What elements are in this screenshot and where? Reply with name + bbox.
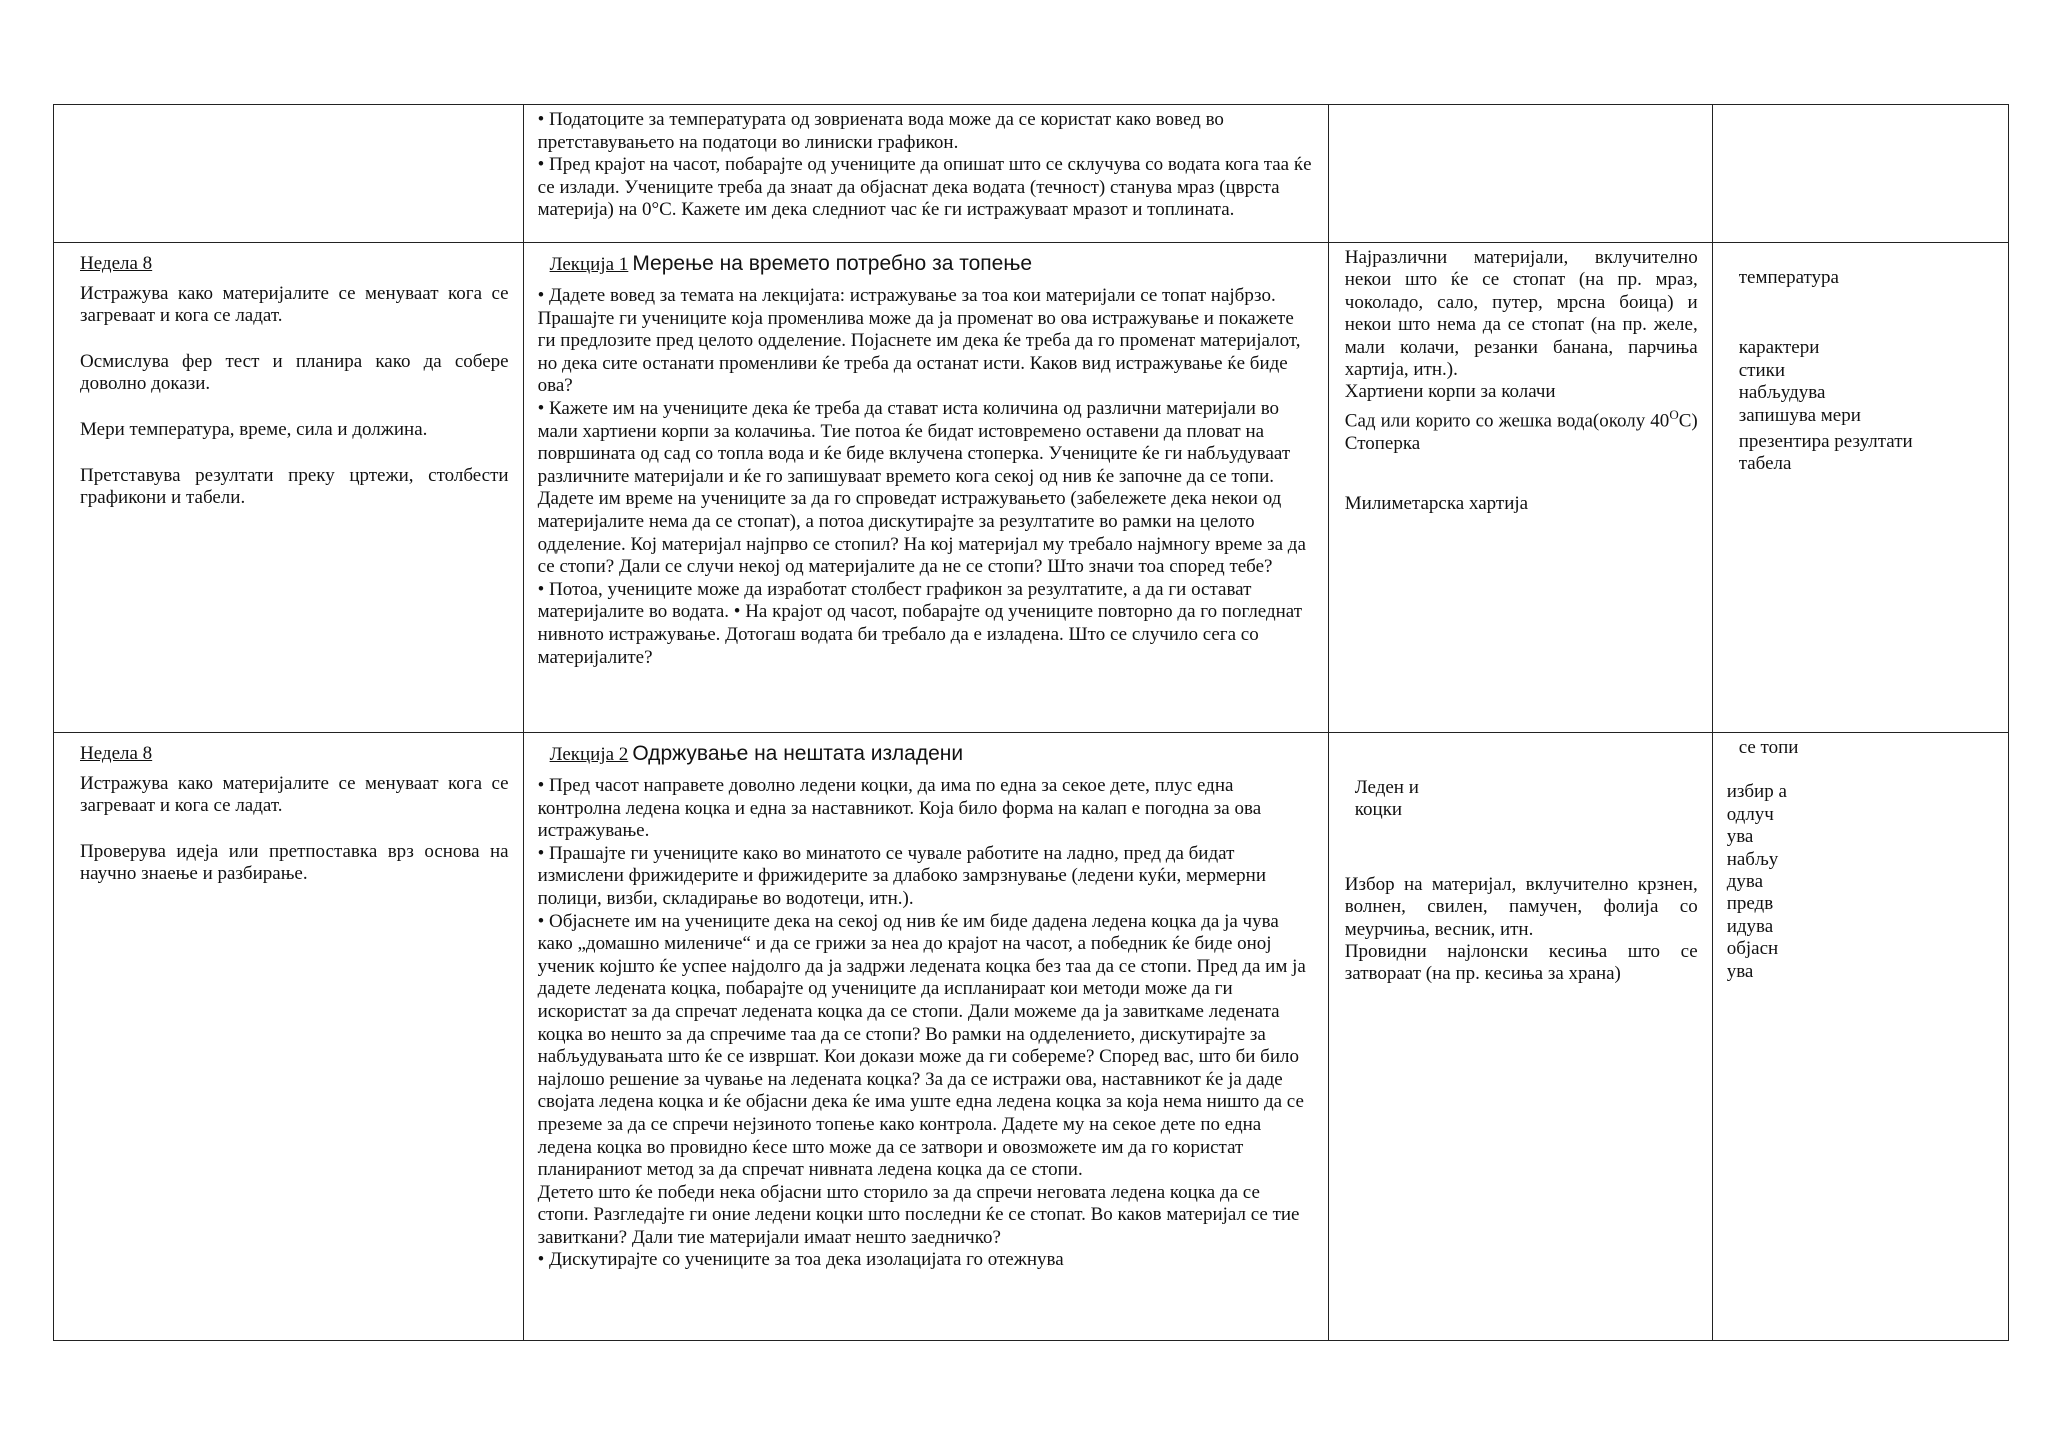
keyword-text: се топи — [1738, 737, 1799, 758]
lesson-paragraph: • Објаснете им на учениците дека на секој од нив ќе им биде дадена ледена коцка да ја чува како „домашно милениче“ и да се грижи за неа до крајот на часот, а победник ќе биде оној ученик којшто ќе успее најдолго да ја задржи ледената коцка без таа да се стопи. Пред да им ја дадете ледената коцка, побарајте од учениците да испланираат кои методи може да ги искористат за да спречат ледената коцка да се стопи. Дали можеме да ја завиткаме ледената коцка во нешто за да спречиме таа да се стопи? Во рамки на одделението, дискутирајте за набљудувањата што ќе се извршат. Кои докази може да ги собереме? Според вас, што би било најлошо решение за чување на ледената коцка? За да се истражи ова, наставникот ќе ја даде својата ледена коцка и ќе објасни дека ќе има уште една ледена коцка за која нема ништо да се преземе за да се спречи нејзиното топење како контрола. Дадете му на секое дете по една ледена коцка во провидно ќесе што може да се затвори и овозможете им да го користат планираниот метод за да спречат нивната ледена коцка да се стопи. — [538, 911, 1314, 1182]
objective-text: Претставува резултати преку цртежи, столбести графикони и табели. — [80, 465, 509, 508]
table-row — [54, 733, 2009, 1341]
keyword-text: карактери стики набљудува запишува мери — [1738, 337, 1861, 426]
materials-text: Милиметарска хартија — [1344, 492, 1529, 514]
lesson-paragraph: • Кажете им на учениците дека ќе треба да стават иста количина од различни материјали во мали хартиени корпи за колачиња. Тие потоа ќе бидат истовремено оставени да пловат на површината од сад со топла вода и ќе биде вклучена стоперка. Учениците ќе ги набљудуваат различните материјали и ќе го запишуваат времето кога секој од нив ќе започне да се топи. Дадете им време на учениците за да го спроведат истражувањето (забележете дека некои од материјалите нема да се стопат), а потоа дискутирајте за резултатите во рамки на целото одделение. Кој материјал најпрво се стопил? На кој материјал му требало најмногу време за да се стопи? Дали се случи некој од материјалите да не се стопи? Што значи тоа според тебе? — [538, 398, 1314, 579]
keywords-cell — [1712, 105, 2008, 243]
lesson-number: Лекција 2 — [549, 744, 629, 765]
lesson-heading — [550, 251, 1314, 279]
materials-cell — [1328, 243, 1712, 733]
materials-text: Хартиени корпи за колачи — [1344, 381, 1556, 403]
objectives-cell — [54, 733, 524, 1341]
lesson-cell — [523, 243, 1328, 733]
lesson-plan-table — [53, 104, 2009, 1341]
materials-cell — [1328, 105, 1712, 243]
keyword-text: избир а одлуч ува набљу дува предв идува објасн ува — [1726, 781, 1787, 982]
materials-text: Провидни најлонски кесиња што се затвораат (на пр. кесиња за храна) — [1344, 941, 1698, 985]
objective-text: Проверува идеја или претпоставка врз основа на научно знаење и разбирање. — [80, 841, 509, 884]
materials-text: Сад или корито со жешка вода(околу $40^OC$) Стоперка — [1344, 406, 1698, 454]
week-label: Недела 8 — [80, 743, 153, 764]
lesson-cell — [523, 733, 1328, 1341]
lesson-title: Мерење на времето потребно за топење — [632, 252, 1033, 275]
lesson-paragraph: Детето што ќе победи нека објасни што сторило за да спречи неговата ледена коцка да се стопи. Разгледајте ги оние ледени коцки што последни ќе се стопат. Во каков материјал се тие завиткани? Дали тие материјали имаат нешто заедничко? — [537, 1181, 1300, 1248]
week-label: Недела 8 — [80, 253, 153, 274]
lesson-paragraph: • Дадете вовед за темата на лекцијата: истражување за тоа кои материјали се топат најбрзо. Прашајте ги учениците која променлива може да ја променат во ова истражување и покажете ги предлозите пред целото одделение. Појаснете им дека ќе треба да го променат материјалот, но дека сите останати променливи ќе треба да останат исти. Каков вид истражување ќе биде ова? — [538, 285, 1314, 398]
keyword-text: презентира резултати табела — [1738, 431, 1913, 475]
objectives-cell — [54, 243, 524, 733]
lesson-paragraph: • Податоците за температурата од зовриената вода може да се користат како вовед во претставувањето на податоци во линиски графикон. — [538, 109, 1314, 154]
keywords-cell — [1712, 243, 2008, 733]
keywords-cell — [1712, 733, 2008, 1341]
table-row — [54, 243, 2009, 733]
lesson-paragraph: • Пред часот направете доволно ледени коцки, да има по една за секое дете, плус една контролна ледена коцка и една за наставникот. Која било форма на калап е погодна за ова истражување. — [538, 775, 1314, 843]
lesson-paragraph: • Потоа, учениците може да изработат столбест графикон за резултатите, а да ги остават материјалите во водата. • На крајот од часот, побарајте од учениците повторно да го погледнат нивното истражување. Дотогаш водата би требало да е изладена. Што се случило сега со материјалите? — [538, 579, 1314, 669]
keyword-text: температура — [1738, 267, 1839, 288]
materials-text: Најразлични материјали, вклучително некои што ќе се стопат (на пр. мраз, чоколадо, сало, путер, мрсна боица) и некои што нема да се стопат (на пр. желе, мали колачи, резанки банана, парчиња хартија, итн.). — [1344, 247, 1698, 381]
lesson-cell — [523, 105, 1328, 243]
lesson-paragraph: • Дискутирајте со учениците за тоа дека изолацијата го отежнува — [538, 1249, 1314, 1272]
materials-text: Избор на материјал, вклучително крзнен, волнен, свилен, памучен, фолија со меурчиња, весник, итн. — [1344, 873, 1698, 940]
objective-text: Истражува како материјалите се менуваат кога се загреваат и кога се ладат. — [80, 283, 509, 326]
materials-cell — [1328, 733, 1712, 1341]
objective-text: Осмислува фер тест и планира како да собере доволно докази. — [80, 351, 509, 394]
objective-text: Мери температура, време, сила и должина. — [80, 419, 428, 440]
lesson-paragraph: • Пред крајот на часот, побарајте од учениците да опишат што се склучува со водата кога таа ќе се излади. Учениците треба да знаат да објаснат дека водата (течност) станува мраз (цврста материја) на 0°C. Кажете им дека следниот час ќе ги истражуваат мразот и топлината. — [538, 154, 1314, 222]
materials-text: Леден и коцки — [1354, 777, 1419, 821]
table-row — [54, 105, 2009, 243]
objectives-cell — [54, 105, 524, 243]
objective-text: Истражува како материјалите се менуваат кога се загреваат и кога се ладат. — [80, 773, 509, 816]
lesson-paragraph: • Прашајте ги учениците како во минатото се чувале работите на ладно, пред да бидат измислени фрижидерите и фрижидерите за длабоко замрзнување (ледени куќи, мермерни полици, визби, складирање во водотеци, итн.). — [538, 843, 1314, 911]
lesson-heading — [550, 741, 1314, 769]
lesson-title: Одржување на нештата изладени — [632, 742, 964, 765]
lesson-number: Лекција 1 — [549, 254, 629, 275]
